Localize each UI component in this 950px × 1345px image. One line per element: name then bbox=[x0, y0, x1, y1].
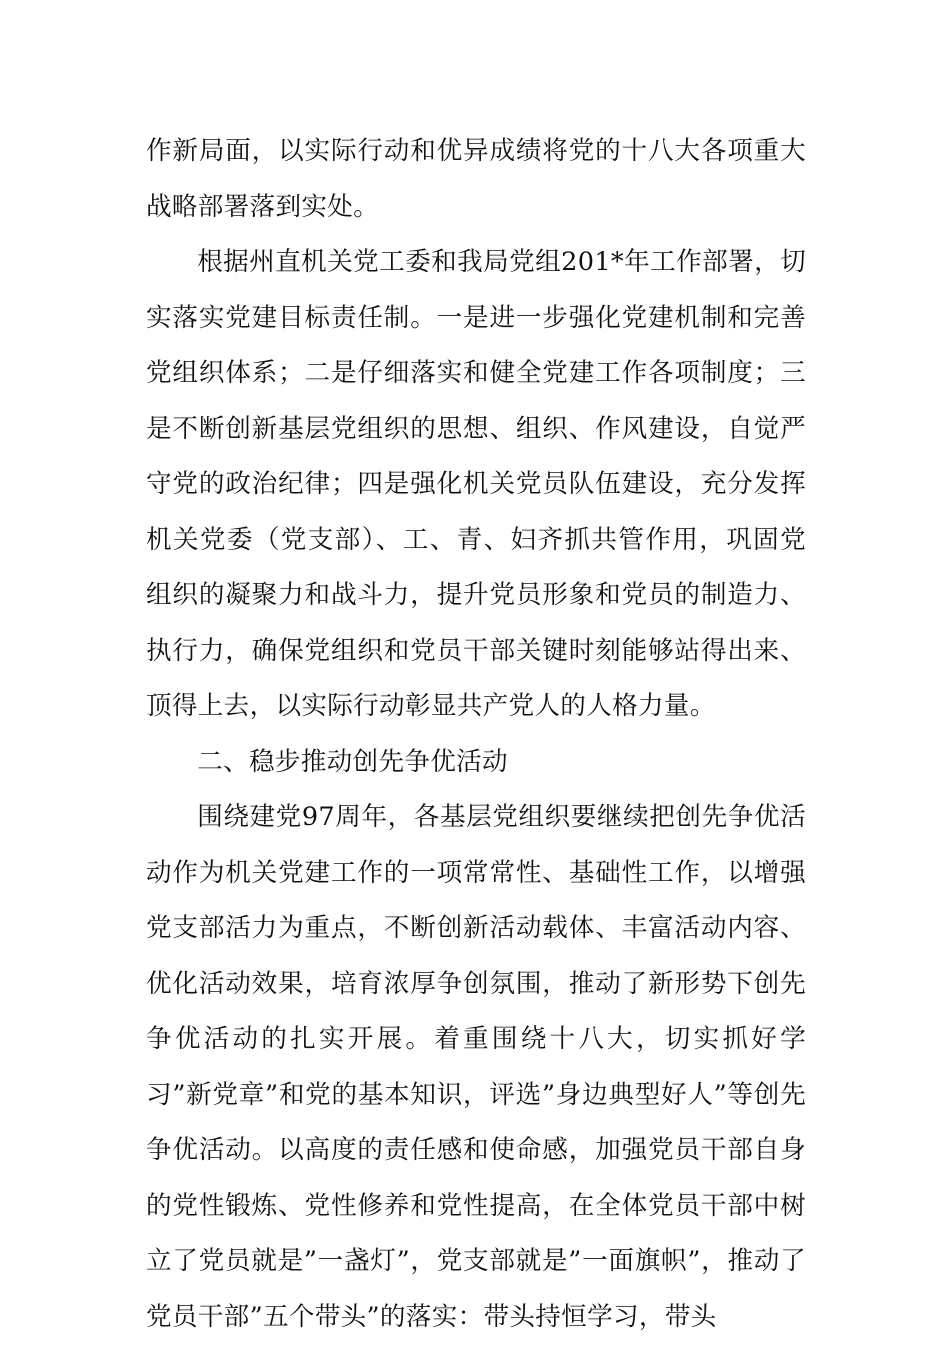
paragraph-excellence-activities: 围绕建党97周年，各基层党组织要继续把创先争优活动作为机关党建工作的一项常常性、基础性工作，以增强党支部活力为重点，不断创新活动载体、丰富活动内容、优化活动效果，培育浓厚争创氛围，推动了新形势下创先争优活动的扎实开展。着重围绕十八大，切实抓好学习”新党章”和党的基本知识，评选”身边典型好人”等创先争优活动。以高度的责任感和使命感，加强党员干部自身的党性锻炼、党性修养和党性提高，在全体党员干部中树立了党员就是”一盏灯”，党支部就是”一面旗帜”，推动了党员干部”五个带头”的落实：带头持恒学习，带头 bbox=[146, 802, 806, 1332]
paragraph-continuation: 作新局面，以实际行动和优异成绩将党的十八大各项重大战略部署落到实处。 bbox=[146, 136, 806, 222]
paragraph-party-building: 根据州直机关党工委和我局党组201*年工作部署，切实落实党建目标责任制。一是进一步强化党建机制和完善党组织体系；二是仔细落实和健全党建工作各项制度；三是不断创新基层党组织的思想、组织、作风建设，自觉严守党的政治纪律；四是强化机关党员队伍建设，充分发挥机关党委（党支部）、工、青、妇齐抓共管作用，巩固党组织的凝聚力和战斗力，提升党员形象和党员的制造力、执行力，确保党组织和党员干部关键时刻能够站得出来、顶得上去，以实际行动彰显共产党人的人格力量。 bbox=[146, 247, 806, 721]
document-body bbox=[146, 124, 806, 1345]
section-heading: 二、稳步推动创先争优活动 bbox=[197, 746, 508, 777]
